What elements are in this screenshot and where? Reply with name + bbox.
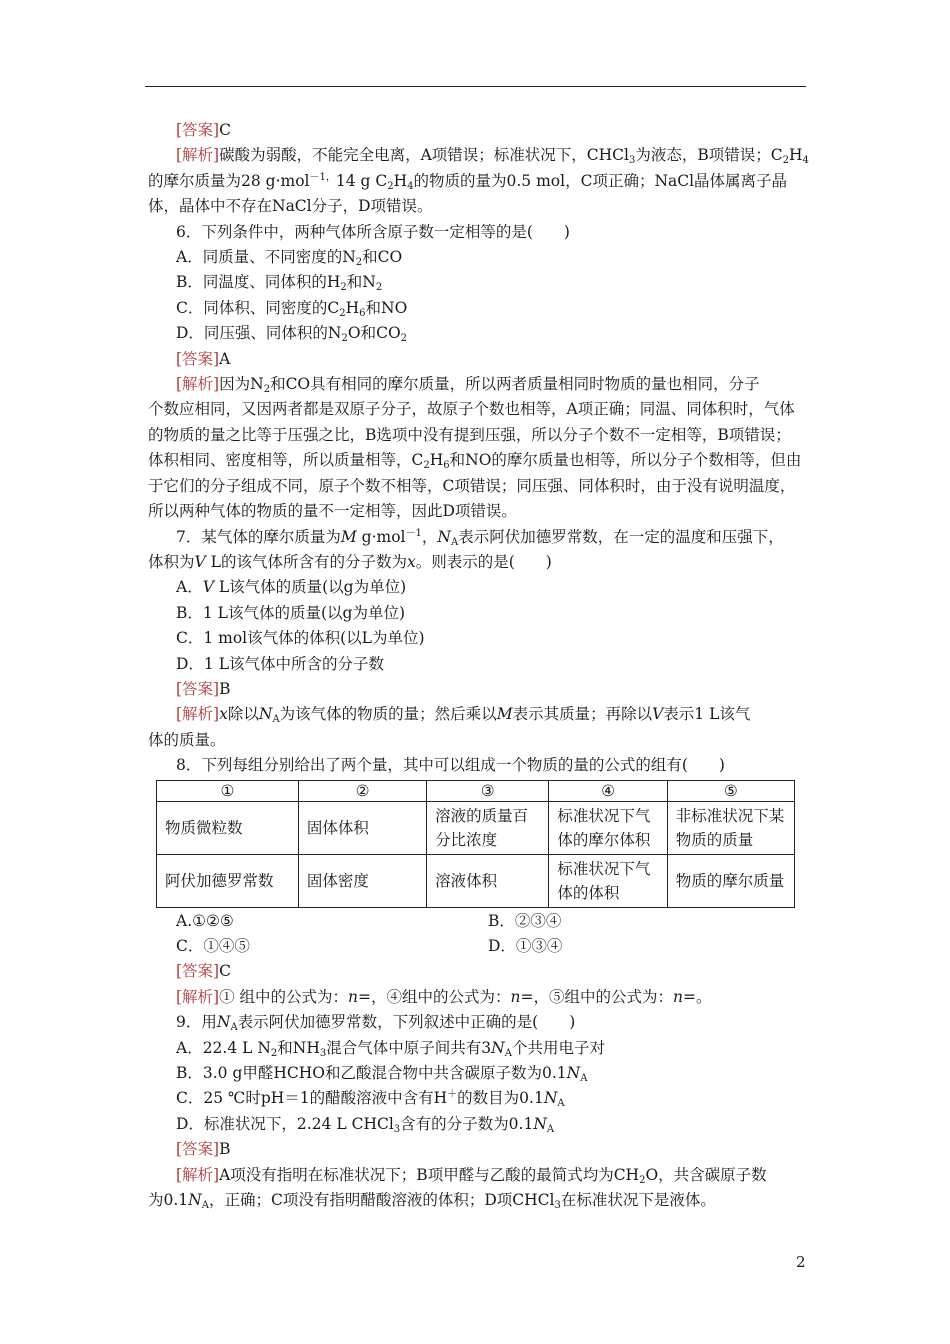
table-cell: 标准状况下气体的摩尔体积: [549, 801, 667, 854]
q6-analysis-line4: 体积相同、密度相等，所以质量相等，$C_2H_6$和NO的摩尔质量也相等，所以分子个数相等，但由: [148, 451, 802, 472]
q8-option-a: A.①②⑤: [176, 911, 234, 930]
q7-analysis: [解析]x除以$N_A$为该气体的物质的量；然后乘以M表示其质量；再除以V表示1 L该气: [176, 705, 751, 726]
table-header-cell: ①: [157, 780, 299, 801]
q7-stem: 7．某气体的摩尔质量为M g·mol$^{-1}$，$N_A$表示阿伏加德罗常数，在一定的温度和压强下，: [176, 527, 784, 548]
q7-answer: [答案]B: [176, 679, 231, 698]
q6-analysis-line3: 的物质的量之比等于压强之比，B选项中没有提到压强，所以分子个数不一定相等，B项错误；: [148, 425, 791, 444]
q7-option-b: B．1 L该气体的质量(以g为单位): [176, 603, 405, 622]
table-row: [157, 801, 795, 854]
table-header-row: [157, 780, 795, 801]
table-cell: 溶液的质量百分比浓度: [427, 801, 549, 854]
q5-analysis-line2: 的摩尔质量为28 g·mol$^{-1,}$14 g $C_2H_4$的物质的量为0.5 mol，C项正确；NaCl晶体属离子晶: [148, 171, 788, 192]
q6-option-d: D．同压强、同体积的$N_2O$和$CO_2$: [176, 324, 408, 345]
table-cell: 非标准状况下某物质的质量: [667, 801, 794, 854]
table-cell: 标准状况下气体的体积: [549, 854, 667, 907]
q8-table: [156, 780, 795, 908]
table-cell: 物质微粒数: [157, 801, 299, 854]
table-header-cell: ⑤: [667, 780, 794, 801]
q5-analysis: [解析]碳酸为弱酸，不能完全电离，A项错误；标准状况下，CHCl$_3$为液态，B项错误；$C_2H_4$: [176, 146, 809, 167]
q8-options-row2: [148, 934, 808, 959]
q8-answer: [答案]C: [176, 962, 231, 981]
q7-option-a: A．V L该气体的质量(以g为单位): [176, 578, 407, 597]
q7-option-c: C．1 mol该气体的体积(以L为单位): [176, 629, 425, 648]
q6-answer: [答案]A: [176, 349, 231, 368]
q7-stem-line2: 体积为V L的该气体所含有的分子数为x。则表示的是( ): [148, 552, 552, 571]
q9-analysis-line2: 为$0.1N_A$，正确；C项没有指明醋酸溶液的体积；D项CHCl$_3$在标准状况下是液体。: [148, 1191, 716, 1212]
q8-stem: 8．下列每组分别给出了两个量，其中可以组成一个物质的量的公式的组有( ): [176, 756, 725, 775]
q6-option-b: B．同温度、同体积的$H_2$和$N_2$: [176, 273, 383, 294]
q9-answer: [答案]B: [176, 1140, 231, 1159]
answer-tag: [答案]: [176, 121, 220, 139]
table-header-cell: ②: [298, 780, 426, 801]
q9-analysis: [解析]A项没有指明在标准状况下；B项甲醛与乙酸的最简式均为$CH_2O$，共含碳原子数: [176, 1165, 767, 1186]
q9-option-d: D．标准状况下，2.24 L CHCl$_3$含有的分子数为$0.1N_A$: [176, 1114, 555, 1135]
analysis-tag: [解析]: [176, 146, 220, 165]
q6-analysis-line2: 个数应相同，又因两者都是双原子分子，故原子个数也相等，A项正确；同温、同体积时，气体: [148, 400, 795, 419]
q8-analysis: [解析]① 组中的公式为：n=，④组中的公式为：n=，⑤组中的公式为：n=。: [176, 987, 712, 1006]
q6-stem: 6．下列条件中，两种气体所含原子数一定相等的是( ): [176, 222, 570, 241]
table-cell: 阿伏加德罗常数: [157, 854, 299, 907]
q8-option-d: D．①③④: [488, 936, 563, 955]
q6-option-c: C．同体积、同密度的$C_2H_6$和NO: [176, 298, 408, 319]
table-row: [157, 854, 795, 907]
header-rule: [145, 86, 806, 87]
table-cell: 物质的摩尔质量: [667, 854, 794, 907]
q5-answer: [答案]C: [176, 121, 231, 139]
q7-option-d: D．1 L该气体中所含的分子数: [176, 654, 385, 673]
q9-stem: 9．用$N_A$表示阿伏加德罗常数，下列叙述中正确的是( ): [176, 1013, 576, 1034]
q8-options-row1: [148, 909, 808, 934]
q5-analysis-line3: 体，晶体中不存在NaCl分子，D项错误。: [148, 197, 433, 216]
page-number: 2: [796, 1253, 806, 1271]
q8-option-c: C．①④⑤: [176, 936, 250, 955]
q6-analysis: [解析]因为$N_2$和CO具有相同的摩尔质量，所以两者质量相同时物质的量也相同，分子: [176, 375, 760, 396]
q6-option-a: A．同质量、不同密度的$N_2$和CO: [176, 248, 403, 269]
q6-analysis-line6: 所以两种气体的物质的量不一定相等，因此D项错误。: [148, 502, 517, 521]
table-header-cell: ④: [549, 780, 667, 801]
table-cell: 溶液体积: [427, 854, 549, 907]
q9-option-a: A．22.4 L $N_2$和$NH_3$混合气体中原子间共有$3N_A$个共用电子对: [176, 1038, 605, 1059]
q8-option-b: B．②③④: [488, 911, 562, 930]
q9-option-c: C．25 ℃时pH＝1的醋酸溶液中含有H＋的数目为$0.1N_A$: [176, 1089, 565, 1110]
q9-option-b: B．3.0 g甲醛HCHO和乙酸混合物中共含碳原子数为$0.1N_A$: [176, 1064, 588, 1084]
table-cell: 固体体积: [298, 801, 426, 854]
page-content: [148, 118, 808, 1213]
q7-analysis-line2: 体的质量。: [148, 730, 226, 749]
q6-analysis-line5: 于它们的分子组成不同，原子个数不相等，C项错误；同压强、同体积时，由于没有说明温度，: [148, 476, 796, 495]
table-cell: 固体密度: [298, 854, 426, 907]
table-header-cell: ③: [427, 780, 549, 801]
